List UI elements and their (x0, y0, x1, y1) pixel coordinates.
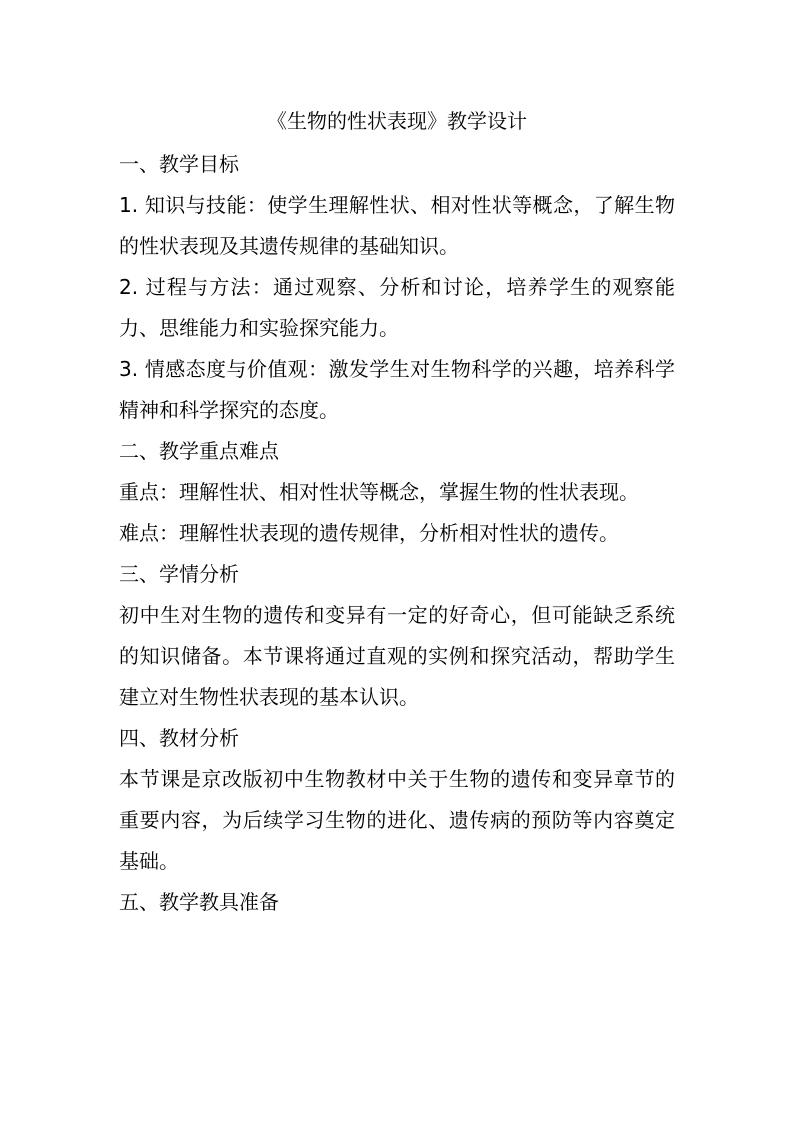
objective-attitude-values: 3. 情感态度与价值观：激发学生对生物科学的兴趣，培养科学精神和科学探究的态度。 (119, 357, 675, 422)
section-heading-teaching-aids: 五、教学教具准备 (119, 890, 279, 914)
section-heading-learner-analysis: 三、学情分析 (119, 562, 239, 586)
objective-knowledge-skills: 1. 知识与技能：使学生理解性状、相对性状等概念，了解生物的性状表现及其遗传规律的基础知识。 (119, 193, 675, 258)
document-title: 《生物的性状表现》教学设计 (267, 109, 527, 133)
section-heading-textbook-analysis: 四、教材分析 (119, 726, 239, 750)
learner-analysis-text: 初中生对生物的遗传和变异有一定的好奇心，但可能缺乏系统的知识储备。本节课将通过直观的实例和探究活动，帮助学生建立对生物性状表现的基本认识。 (119, 603, 675, 709)
textbook-analysis-text: 本节课是京改版初中生物教材中关于生物的遗传和变异章节的重要内容，为后续学习生物的进化、遗传病的预防等内容奠定基础。 (119, 767, 675, 873)
section-heading-key-points: 二、教学重点难点 (119, 439, 279, 463)
document-body (119, 102, 675, 923)
difficult-point-text: 难点：理解性状表现的遗传规律，分析相对性状的遗传。 (119, 521, 619, 545)
objective-process-methods: 2. 过程与方法：通过观察、分析和讨论，培养学生的观察能力、思维能力和实验探究能力。 (119, 275, 675, 340)
section-heading-objectives: 一、教学目标 (119, 152, 239, 176)
key-point-text: 重点：理解性状、相对性状等概念，掌握生物的性状表现。 (119, 480, 639, 504)
